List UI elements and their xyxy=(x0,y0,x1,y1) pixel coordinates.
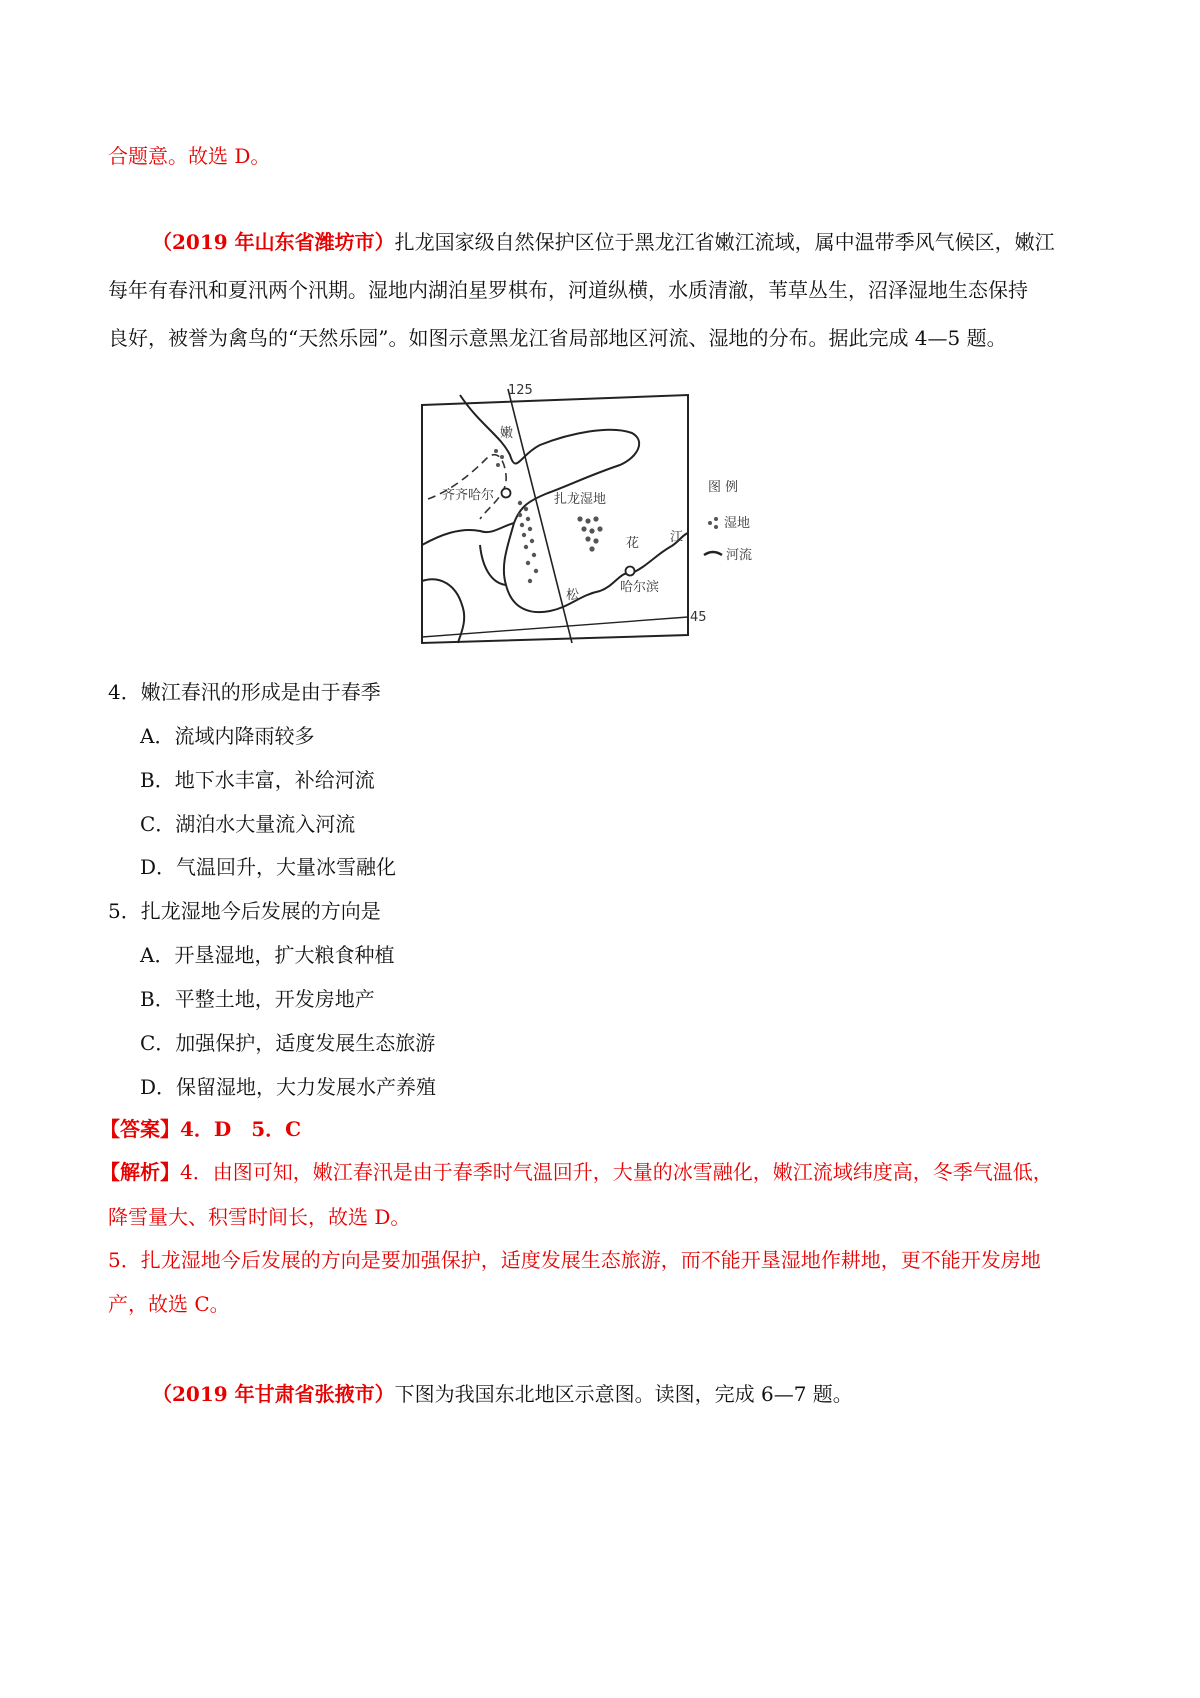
label-lat-45: 45 xyxy=(690,610,707,625)
question-4-stem: 4．嫩江春汛的形成是由于春季 xyxy=(108,680,381,704)
question-stem-6-7 xyxy=(152,1380,853,1408)
source-label: （2019 年山东省潍坊市） xyxy=(152,230,395,254)
label-song: 松 xyxy=(566,588,580,603)
analysis-line-4: 产，故选 C。 xyxy=(108,1292,230,1316)
analysis-line-1 xyxy=(100,1158,1053,1186)
question-4-option-b: B．地下水丰富，补给河流 xyxy=(140,768,375,792)
wetland-dots xyxy=(494,449,603,583)
analysis-line-3: 5．扎龙湿地今后发展的方向是要加强保护，适度发展生态旅游，而不能开垦湿地作耕地，更不能开发房地 xyxy=(108,1248,1041,1272)
analysis-line-2: 降雪量大、积雪时间长，故选 D。 xyxy=(108,1205,411,1229)
stem-6-7-text: 下图为我国东北地区示意图。读图，完成 6—7 题。 xyxy=(394,1382,853,1406)
question-4-option-a: A．流域内降雨较多 xyxy=(140,724,315,748)
legend-river-label: 河流 xyxy=(726,548,753,563)
sw-branch xyxy=(480,545,506,585)
legend-wetland-label: 湿地 xyxy=(724,516,751,531)
stem-line-1: 扎龙国家级自然保护区位于黑龙江省嫩江流域，属中温带季风气候区，嫩江 xyxy=(394,230,1055,254)
previous-analysis-tail: 合题意。故选 D。 xyxy=(108,144,271,168)
analysis-label: 【解析】 xyxy=(100,1160,180,1184)
question-4-option-c: C．湖泊水大量流入河流 xyxy=(140,812,356,836)
qiqihar-city-marker xyxy=(502,489,511,498)
answer-line: 【答案】4．D 5．C xyxy=(100,1117,302,1141)
map-legend xyxy=(704,480,752,563)
label-zhalong: 扎龙湿地 xyxy=(554,492,607,507)
source-label-6-7: （2019 年甘肃省张掖市） xyxy=(152,1382,395,1406)
question-5-option-b: B．平整土地，开发房地产 xyxy=(140,987,375,1011)
label-hua: 花 xyxy=(626,536,640,551)
label-nen: 嫩 xyxy=(500,426,514,441)
province-boundary-dashed xyxy=(428,455,506,519)
question-5-option-a: A．开垦湿地，扩大粮食种植 xyxy=(140,943,395,967)
analysis-text-1: 4．由图可知，嫩江春汛是由于春季时气温回升，大量的冰雪融化，嫩江流域纬度高，冬季气温低， xyxy=(180,1160,1053,1184)
label-harbin: 哈尔滨 xyxy=(620,580,660,595)
legend-title: 图 例 xyxy=(708,480,739,495)
question-5-stem: 5．扎龙湿地今后发展的方向是 xyxy=(108,899,381,923)
label-lon-125: 125 xyxy=(508,383,533,398)
label-qiqihar: 齐齐哈尔 xyxy=(442,488,495,503)
label-jiang: 江 xyxy=(670,530,684,545)
harbin-city-marker xyxy=(626,567,635,576)
question-5-option-d: D．保留湿地，大力发展水产养殖 xyxy=(140,1075,437,1099)
question-4-option-d: D．气温回升，大量冰雪融化 xyxy=(140,855,397,879)
legend-river-symbol xyxy=(704,552,722,555)
western-tributary xyxy=(422,523,514,545)
stem-line-2: 每年有春汛和夏汛两个汛期。湿地内湖泊星罗棋布，河道纵横，水质清澈，苇草丛生，沼泽湿地生态保持 xyxy=(108,278,1028,302)
southwest-river xyxy=(422,579,464,643)
heilongjiang-wetland-map xyxy=(420,383,780,695)
question-stem-4-5 xyxy=(108,218,1098,362)
question-5-option-c: C．加强保护，适度发展生态旅游 xyxy=(140,1031,436,1055)
stem-line-3: 良好，被誉为禽鸟的“天然乐园”。如图示意黑龙江省局部地区河流、湿地的分布。据此完成 4—5 题。 xyxy=(108,326,1007,350)
